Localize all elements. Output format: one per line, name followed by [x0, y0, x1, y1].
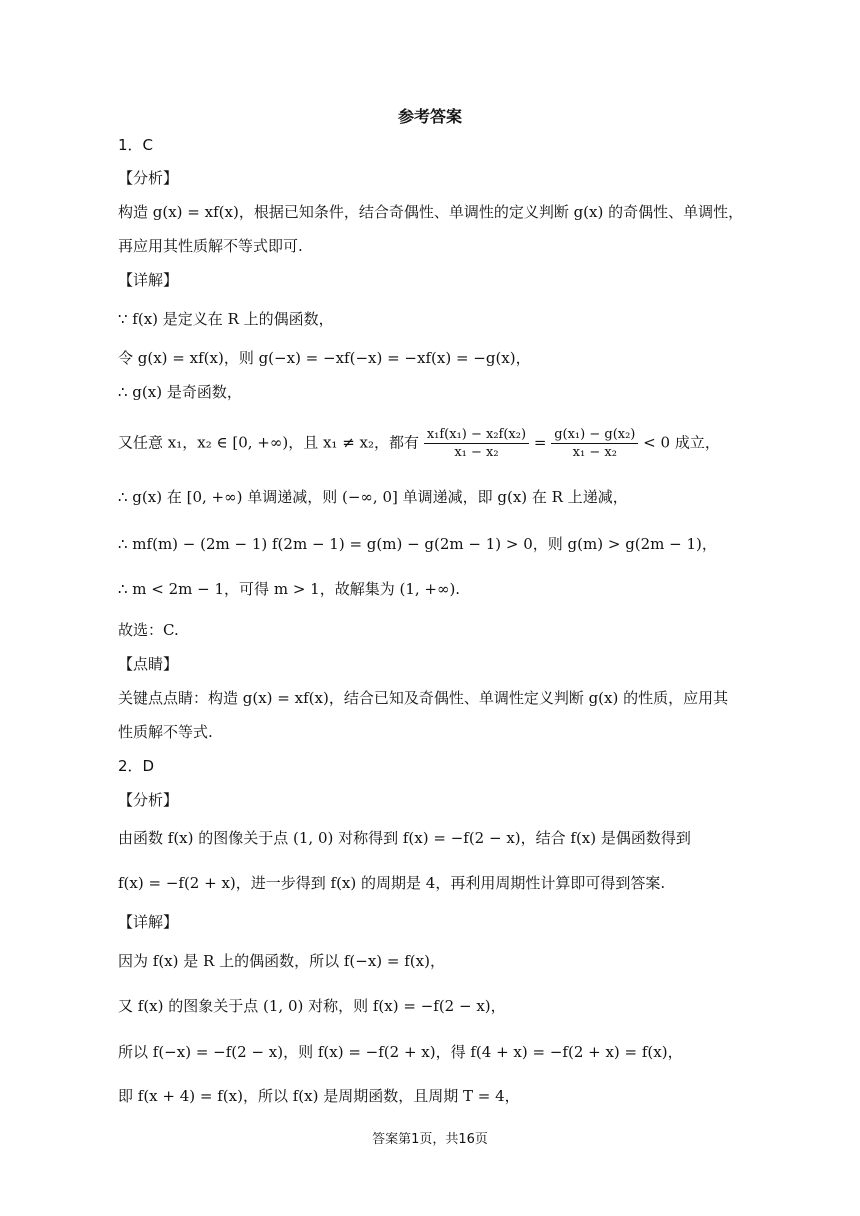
- text-line: ∴ m < 2m − 1，可得 m > 1，故解集为 (1, +∞).: [118, 580, 461, 598]
- text-line: 由函数 f(x) 的图像关于点 (1, 0) 对称得到 f(x) = −f(2 − x)，结合 f(x) 是偶函数得到: [118, 829, 691, 847]
- text-line: 故选：C.: [118, 621, 179, 639]
- text-segment: < 0 成立，: [643, 433, 720, 452]
- section-header-comment: 【点睛】: [118, 655, 179, 673]
- text-line: f(x) = −f(2 + x)，进一步得到 f(x) 的周期是 4，再利用周期性计算即可得到答案.: [118, 874, 666, 892]
- section-header-analysis: 【分析】: [118, 791, 179, 809]
- page-footer: 答案第1页，共16页: [372, 1132, 488, 1147]
- equals-sign: =: [533, 433, 547, 452]
- text-line: ∴ g(x) 在 [0, +∞) 单调递减，则 (−∞, 0] 单调递减，即 g(x) 在 R 上递减，: [118, 488, 628, 506]
- section-header-detail: 【详解】: [118, 271, 179, 289]
- fraction-denominator: x₁ − x₂: [454, 445, 499, 460]
- fraction-numerator: x₁f(x₁) − x₂f(x₂): [424, 426, 529, 444]
- text-line: ∴ mf(m) − (2m − 1) f(2m − 1) = g(m) − g(2m − 1) > 0，则 g(m) > g(2m − 1)，: [118, 535, 717, 553]
- text-line: 所以 f(−x) = −f(2 − x)，则 f(x) = −f(2 + x)，得 f(4 + x) = −f(2 + x) = f(x)，: [118, 1043, 683, 1061]
- fraction-left: [424, 426, 529, 461]
- text-line: 即 f(x + 4) = f(x)，所以 f(x) 是周期函数，且周期 T = 4，: [118, 1087, 520, 1105]
- fraction-right: [551, 426, 638, 461]
- page-title: 参考答案: [397, 107, 462, 126]
- text-line: ∴ g(x) 是奇函数，: [118, 383, 242, 401]
- text-line: 令 g(x) = xf(x)，则 g(−x) = −xf(−x) = −xf(x) = −g(x)，: [118, 349, 531, 367]
- text-line: 性质解不等式.: [118, 723, 213, 741]
- text-line-with-fraction: [118, 426, 758, 461]
- fraction-numerator: g(x₁) − g(x₂): [551, 426, 638, 444]
- text-line: 因为 f(x) 是 R 上的偶函数，所以 f(−x) = f(x)，: [118, 952, 445, 970]
- question-number-1: 1．C: [118, 136, 154, 154]
- text-line: 再应用其性质解不等式即可.: [118, 237, 303, 255]
- text-line: 又 f(x) 的图象关于点 (1, 0) 对称，则 f(x) = −f(2 − x)，: [118, 997, 506, 1015]
- text-line: ∵ f(x) 是定义在 R 上的偶函数，: [118, 310, 334, 328]
- section-header-detail: 【详解】: [118, 913, 179, 931]
- text-line: 构造 g(x) = xf(x)，根据已知条件，结合奇偶性、单调性的定义判断 g(x) 的奇偶性、单调性，: [118, 203, 744, 221]
- section-header-analysis: 【分析】: [118, 169, 179, 187]
- text-line: 关键点点睛：构造 g(x) = xf(x)，结合已知及奇偶性、单调性定义判断 g(x) 的性质，应用其: [118, 689, 729, 707]
- fraction-denominator: x₁ − x₂: [572, 445, 617, 460]
- question-number-2: 2．D: [118, 757, 155, 775]
- text-segment: 又任意 x₁，x₂ ∈ [0, +∞)，且 x₁ ≠ x₂，都有: [118, 433, 420, 452]
